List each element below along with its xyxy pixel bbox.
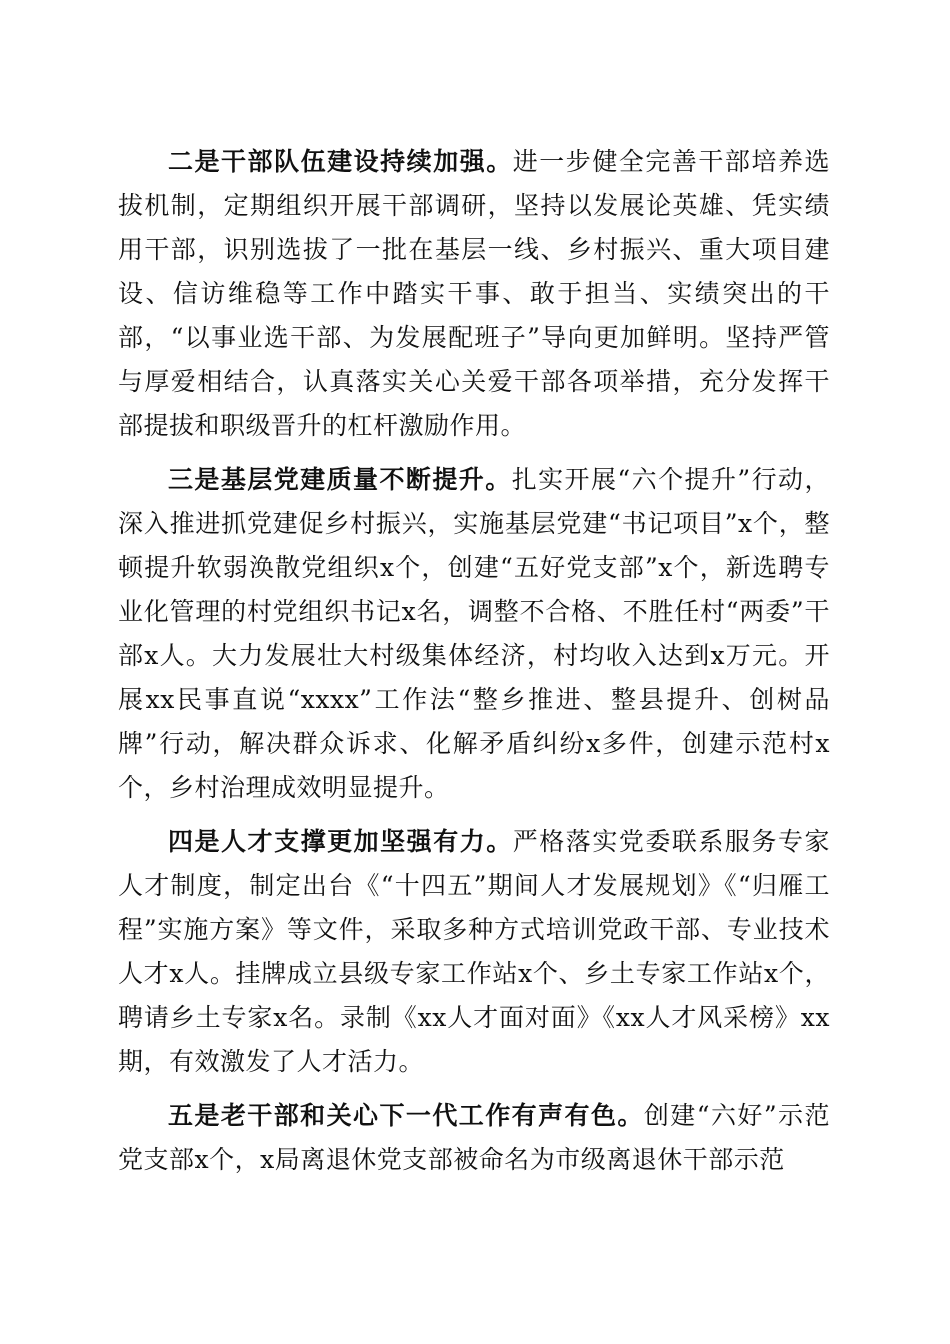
paragraph-veteran-cadres <box>118 1094 830 1182</box>
paragraph-lead: 五是老干部和关心下一代工作有声有色。 <box>168 1101 644 1130</box>
paragraph-text: 创建“六好”示范党支部x个，x局离退休党支部被命名为市级离退休干部示范 <box>118 1101 830 1174</box>
paragraph-lead: 二是干部队伍建设持续加强。 <box>168 147 513 176</box>
document-body <box>118 140 830 1192</box>
paragraph-grassroots-party <box>118 458 830 810</box>
paragraph-talent-support <box>118 820 830 1084</box>
paragraph-text: 进一步健全完善干部培养选拔机制，定期组织开展干部调研，坚持以发展论英雄、凭实绩用干部，识别选拔了一批在基层一线、乡村振兴、重大项目建设、信访维稳等工作中踏实干事、敢于担当、实绩突出的干部，“以事业选干部、为发展配班子”导向更加鲜明。坚持严管与厚爱相结合，认真落实关心关爱干部各项举措，充分发挥干部提拔和职级晋升的杠杆激励作用。 <box>118 147 830 440</box>
paragraph-cadre-team <box>118 140 830 448</box>
paragraph-lead: 三是基层党建质量不断提升。 <box>168 465 512 494</box>
paragraph-text: 严格落实党委联系服务专家人才制度，制定出台《“十四五”期间人才发展规划》《“归雁工程”实施方案》等文件，采取多种方式培训党政干部、专业技术人才x人。挂牌成立县级专家工作站x个、乡土专家工作站x个，聘请乡土专家x名。录制《xx人才面对面》《xx人才风采榜》xx期，有效激发了人才活力。 <box>118 827 830 1076</box>
paragraph-text: 扎实开展“六个提升”行动，深入推进抓党建促乡村振兴，实施基层党建“书记项目”x个，整顿提升软弱涣散党组织x个，创建“五好党支部”x个，新选聘专业化管理的村党组织书记x名，调整不合格、不胜任村“两委”干部x人。大力发展壮大村级集体经济，村均收入达到x万元。开展xx民事直说“xxxx”工作法“整乡推进、整县提升、创树品牌”行动，解决群众诉求、化解矛盾纠纷x多件，创建示范村x个，乡村治理成效明显提升。 <box>118 465 830 802</box>
paragraph-lead: 四是人才支撑更加坚强有力。 <box>168 827 513 856</box>
